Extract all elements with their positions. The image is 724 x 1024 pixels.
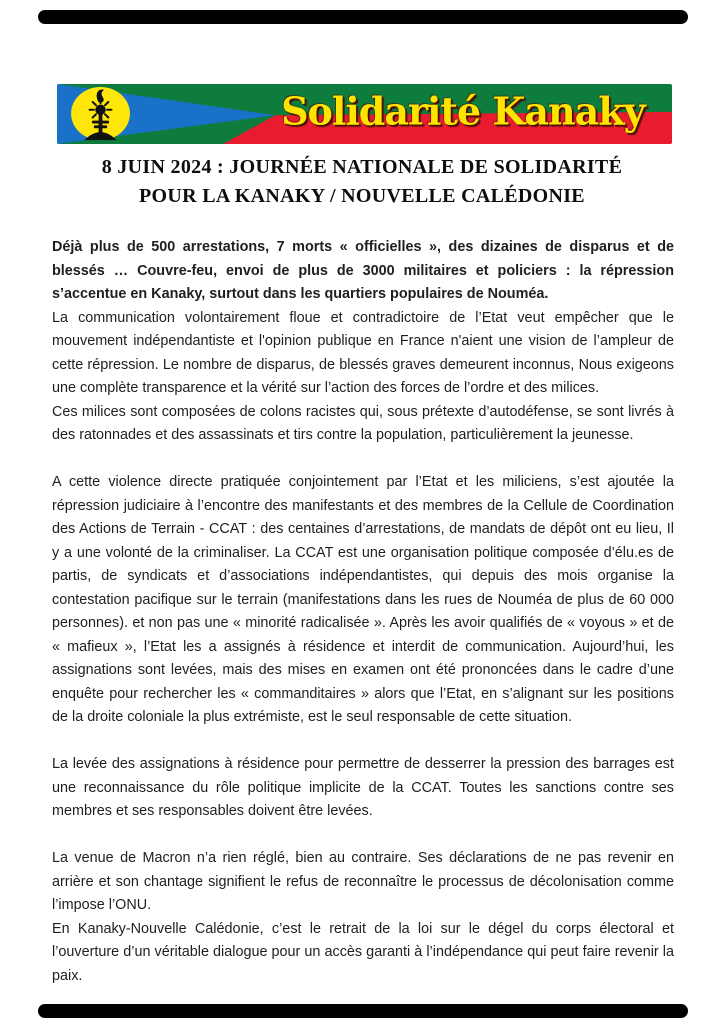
paragraph: A cette violence directe pratiquée conjointement par l’Etat et les miliciens, s’est ajoutée la répression judiciaire à l’encontre des manifestants et des membres de la Cellule de Coordination des Actions de Terrain - CCAT : des centaines d’arrestations, de mandats de dépôt ont eu lieu, Il y a une volonté de la criminaliser. La CCAT est une organisation politique composée d’élu.es de partis, de syndicats et d’associations indépendantistes, qui depuis des mois organise la contestation pacifique sur le terrain (manifestations dans les rues de Nouméa de plus de 60 000 personnes). et non pas une « minorité radicalisée ». Après les avoir qualifiés de « voyous » et de « mafieux », l’Etat les a assignés à résidence et interdit de communication. Aujourd’hui, les assignations sont levées, mais des mises en examen ont été prononcées dans le cadre d’une enquête pour rechercher les « commanditaires » alors que l’Etat, en s’alignant sur les positions de la droite coloniale la plus extrémiste, est le seul responsable de cette situation. xyxy=(52,474,674,725)
fleche-faitiere-icon xyxy=(69,86,132,143)
page-title xyxy=(0,153,724,211)
banner-title: Solidarité Kanaky xyxy=(281,88,645,134)
page-title-line-1: 8 JUIN 2024 : JOURNÉE NATIONALE DE SOLIDARITÉ xyxy=(101,156,623,178)
top-rule xyxy=(38,10,688,24)
paragraph: La venue de Macron n’a rien réglé, bien au contraire. Ses déclarations de ne pas revenir en arrière et son chantage signifient le refus de reconnaître le processus de décolonisation comme l’impose l’ONU. xyxy=(52,850,674,913)
paragraph: La communication volontairement floue et contradictoire de l’Etat veut empêcher que le mouvement indépendantiste et l'opinion publique en France n'aient une vision de l’ampleur de cette répression. Le nombre de disparus, de blessés graves demeurent inconnus, Nous exigeons une complète transparence et la vérité sur l’action des forces de l’ordre et des milices. xyxy=(52,309,674,396)
paragraph: La levée des assignations à résidence pour permettre de desserrer la pression des barrages est une reconnaissance du rôle politique implicite de la CCAT. Toutes les sanctions contre ses membres et ses responsables doivent être levées. xyxy=(52,756,674,819)
solidarity-kanaky-banner xyxy=(57,84,672,144)
paragraph: Déjà plus de 500 arrestations, 7 morts « officielles », des dizaines de disparus et de blessés … Couvre-feu, envoi de plus de 3000 militaires et policiers : la répression s’accentue en Kanaky, surtout dans les quartiers populaires de Nouméa. xyxy=(52,239,674,302)
page-title-line-2: POUR LA KANAKY / NOUVELLE CALÉDONIE xyxy=(139,185,585,207)
paragraph: En Kanaky-Nouvelle Calédonie, c’est le retrait de la loi sur le dégel du corps électoral et l’ouverture d’un véritable dialogue pour un accès garanti à l’indépendance qui peut faire revenir la paix. xyxy=(52,920,674,984)
bottom-rule xyxy=(38,1004,688,1018)
body-text xyxy=(52,236,674,988)
paragraph: Ces milices sont composées de colons racistes qui, sous prétexte d’autodéfense, se sont livrés à des ratonnades et des assassinats et tirs contre la population, particulièrement la jeunesse. xyxy=(52,403,674,443)
